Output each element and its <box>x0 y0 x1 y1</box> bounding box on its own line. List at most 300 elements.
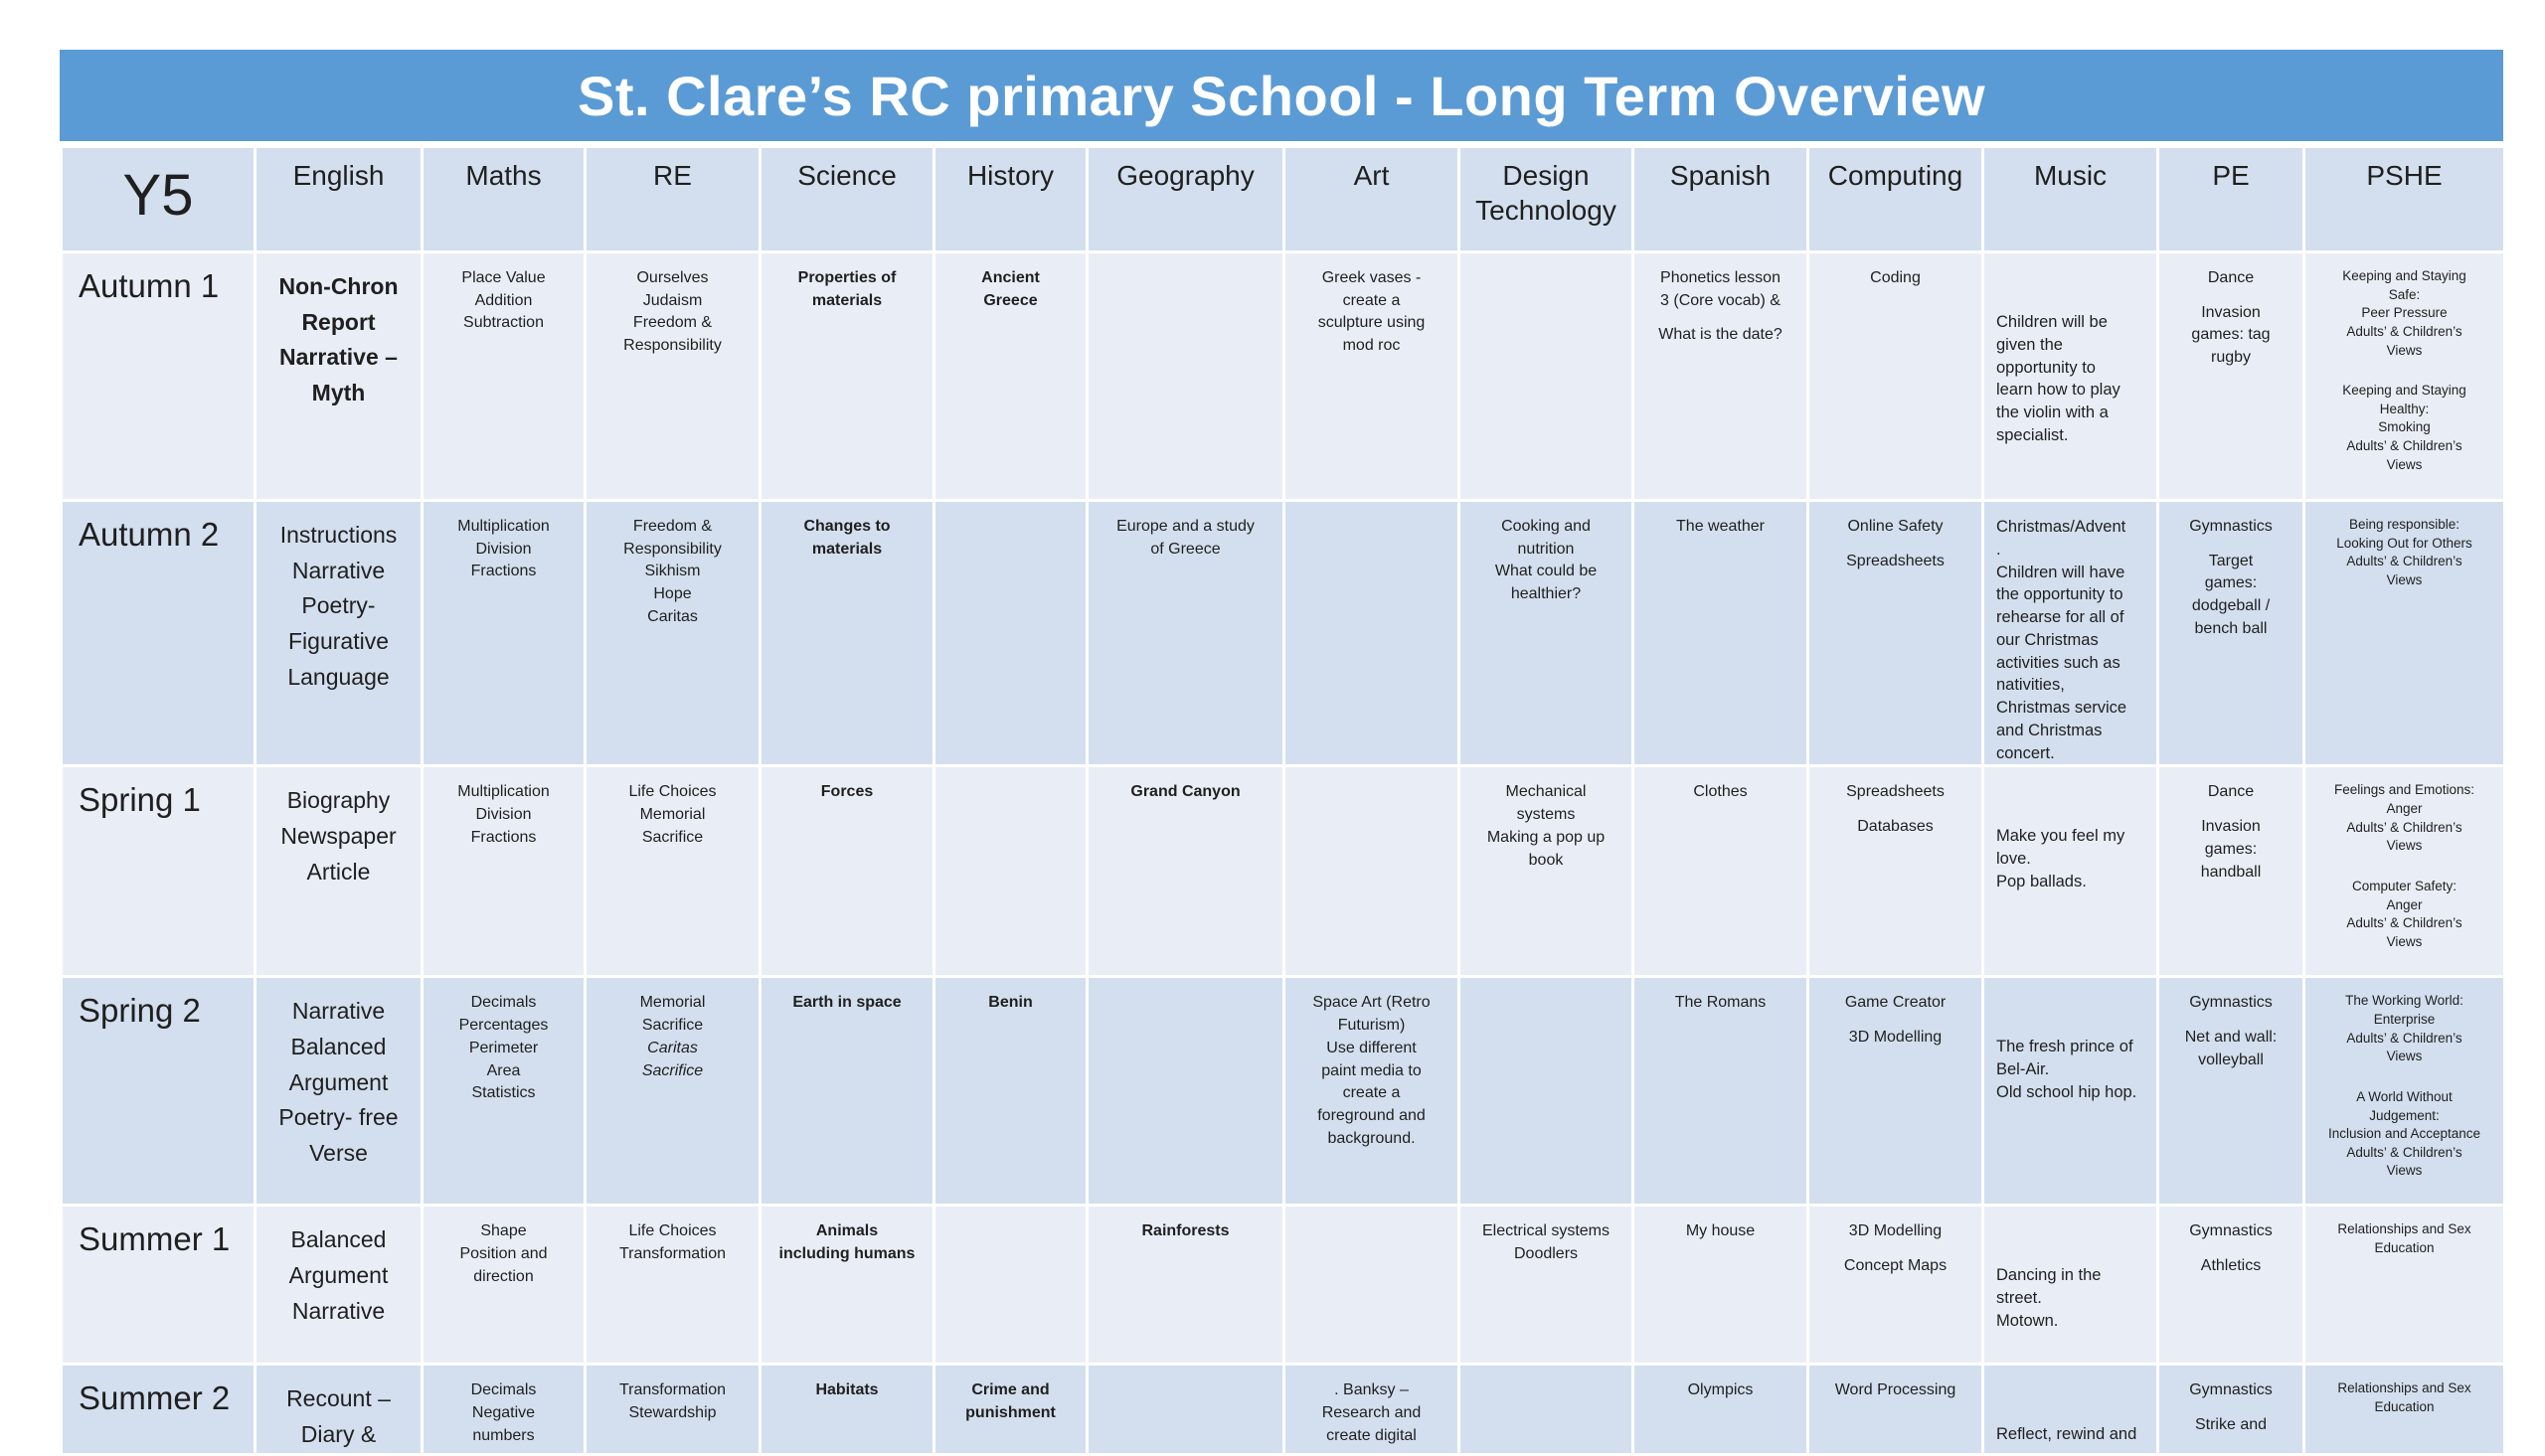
english-line: Narrative <box>291 1297 386 1324</box>
spacer <box>1996 992 2146 1014</box>
art-line: create digital <box>1326 1426 1417 1444</box>
spanish-cell <box>1633 1206 1808 1365</box>
pe-line: Target <box>2208 552 2254 569</box>
science-cell <box>761 1365 934 1454</box>
computing-line: 3D Modelling <box>1848 1222 1943 1240</box>
science-line: Properties of <box>797 269 897 286</box>
history-header: History <box>934 147 1088 252</box>
maths-line: Shape <box>480 1222 527 1240</box>
pshe-line: Looking Out for Others <box>2336 535 2472 551</box>
art-line: . Banksy – <box>1334 1381 1409 1399</box>
computing-line: 3D Modelling <box>1848 1029 1943 1047</box>
re-line: Sacrifice <box>641 828 704 846</box>
english-cell <box>255 977 423 1206</box>
pe-line: handball <box>2200 863 2262 881</box>
pshe-line: Anger <box>2386 896 2423 912</box>
maths-line: numbers <box>472 1426 535 1444</box>
pe-cell <box>2158 1206 2304 1365</box>
maths-line: Fractions <box>470 563 537 580</box>
spanish-line: 3 (Core vocab) & <box>1660 291 1781 309</box>
art-line: Futurism) <box>1337 1017 1406 1035</box>
spacer <box>1996 289 2146 311</box>
science-header: Science <box>761 147 934 252</box>
term-label: Autumn 1 <box>62 252 255 501</box>
music-line: love. <box>1996 850 2031 869</box>
term-label: Summer 1 <box>62 1206 255 1365</box>
art-cell <box>1284 1206 1459 1365</box>
pshe-line: Adults’ & Children’s <box>2346 915 2462 931</box>
english-line: Poetry- free <box>278 1104 399 1131</box>
english-line: Biography <box>286 787 391 814</box>
term-row <box>62 1365 2505 1454</box>
re-line: Responsibility <box>623 540 722 558</box>
geography-header: Geography <box>1088 147 1284 252</box>
pe-line: Invasion <box>2201 818 2261 836</box>
maths-line: Negative <box>471 1404 536 1422</box>
dt-line: What could be <box>1494 563 1598 580</box>
term-row <box>62 1206 2505 1365</box>
pshe-line: A World Without <box>2356 1088 2453 1104</box>
music-line: Make you feel my <box>1996 827 2125 846</box>
music-cell <box>1983 766 2158 977</box>
science-line: Changes to <box>803 518 891 535</box>
art-line: Greek vases - <box>1321 269 1422 286</box>
music-line: concert. <box>1996 743 2055 762</box>
pe-line: rugby <box>2210 349 2252 367</box>
history-line: Ancient <box>981 269 1040 286</box>
design-technology-cell <box>1459 501 1633 766</box>
english-line: Myth <box>311 379 366 405</box>
term-row <box>62 252 2505 501</box>
english-cell <box>255 1206 423 1365</box>
pshe-line: Adults’ & Children’s <box>2346 554 2462 569</box>
spanish-line: Phonetics lesson <box>1660 269 1781 286</box>
history-line: Crime and <box>971 1381 1050 1399</box>
re-line: Stewardship <box>628 1404 717 1422</box>
design-technology-cell <box>1459 766 1633 977</box>
music-line: specialist. <box>1996 425 2069 444</box>
spanish-line: Olympics <box>1687 1381 1754 1399</box>
computing-line: Word Processing <box>1834 1381 1956 1399</box>
overview-table <box>60 145 2506 1456</box>
maths-line: Percentages <box>458 1017 549 1035</box>
dt-line: healthier? <box>1510 585 1582 603</box>
pshe-line: Relationships and Sex <box>2337 1221 2471 1237</box>
re-line: Freedom & <box>632 518 713 535</box>
design-technology-cell <box>1459 1365 1633 1454</box>
spacer <box>1996 803 2146 825</box>
re-cell <box>586 977 761 1206</box>
art-line: foreground and <box>1317 1107 1426 1125</box>
maths-line: Position and <box>459 1245 548 1263</box>
pe-cell <box>2158 501 2304 766</box>
re-line: Judaism <box>642 291 703 309</box>
pshe-line: Views <box>2386 933 2423 949</box>
spacer <box>1996 1242 2146 1264</box>
pe-line: volleyball <box>2198 1051 2264 1068</box>
pe-line: Invasion <box>2201 303 2261 321</box>
music-line: our Christmas <box>1996 630 2099 649</box>
art-line: Space Art (Retro <box>1312 994 1431 1012</box>
pe-line: Strike and <box>2194 1416 2268 1434</box>
maths-line: direction <box>473 1267 534 1285</box>
pe-cell <box>2158 766 2304 977</box>
spacer <box>1996 1379 2146 1401</box>
art-line: Research and <box>1321 1404 1422 1422</box>
maths-line: Division <box>475 806 532 824</box>
maths-line: Area <box>486 1061 521 1079</box>
pshe-cell <box>2304 977 2505 1206</box>
music-cell <box>1983 1365 2158 1454</box>
art-line: sculpture using <box>1317 314 1426 332</box>
music-line: nativities, <box>1996 676 2065 695</box>
science-line: Earth in space <box>792 994 902 1012</box>
english-line: Balanced <box>290 1034 387 1060</box>
design-technology-cell <box>1459 1206 1633 1365</box>
music-cell <box>1983 1206 2158 1365</box>
computing-header: Computing <box>1808 147 1983 252</box>
maths-line: Fractions <box>470 828 537 846</box>
dt-line: systems <box>1516 806 1576 824</box>
spanish-cell <box>1633 977 1808 1206</box>
computing-line: Coding <box>1870 269 1921 286</box>
english-header: English <box>255 147 423 252</box>
history-cell <box>934 1365 1088 1454</box>
pshe-line: Feelings and Emotions: <box>2333 782 2475 798</box>
re-line: Sacrifice <box>641 1017 704 1035</box>
geography-cell <box>1088 977 1284 1206</box>
music-line: Bel-Air. <box>1996 1060 2050 1079</box>
maths-cell <box>423 1206 586 1365</box>
dt-line: Mechanical <box>1505 783 1587 801</box>
pshe-line: Anger <box>2386 801 2423 817</box>
pe-line: games: tag <box>2191 326 2271 344</box>
music-line: . <box>1996 540 2001 559</box>
re-cell <box>586 501 761 766</box>
music-cell <box>1983 501 2158 766</box>
maths-line: Multiplication <box>457 518 550 535</box>
pshe-line: Relationships and Sex <box>2337 1380 2471 1396</box>
spanish-cell <box>1633 766 1808 977</box>
english-line: Recount – <box>286 1385 391 1412</box>
spacer <box>1817 804 1973 816</box>
computing-cell <box>1808 252 1983 501</box>
spacer <box>1996 267 2146 289</box>
pe-line: Dance <box>2207 269 2255 286</box>
term-row <box>62 977 2505 1206</box>
re-header: RE <box>586 147 761 252</box>
re-line: Memorial <box>639 806 706 824</box>
pshe-line: Views <box>2386 456 2423 472</box>
dt-line: Doodlers <box>1513 1245 1579 1263</box>
re-cell <box>586 1206 761 1365</box>
spacer <box>1996 781 2146 803</box>
maths-line: Perimeter <box>468 1039 539 1056</box>
pshe-line: Computer Safety: <box>2351 878 2458 893</box>
music-line: Children will have <box>1996 563 2125 581</box>
pshe-line: Education <box>2374 1399 2435 1415</box>
computing-line: Online Safety <box>1847 518 1944 535</box>
pe-cell <box>2158 977 2304 1206</box>
pshe-line: The Working World: <box>2345 993 2463 1009</box>
english-line: Non-Chron <box>278 273 399 299</box>
art-cell <box>1284 766 1459 977</box>
dt-line: book <box>1528 851 1564 869</box>
geography-cell <box>1088 501 1284 766</box>
english-cell <box>255 252 423 501</box>
science-cell <box>761 977 934 1206</box>
pshe-line: Adults’ & Children’s <box>2346 1144 2462 1160</box>
art-line: Use different <box>1326 1039 1417 1056</box>
dt-line: nutrition <box>1517 540 1575 558</box>
english-line: Diary & <box>300 1421 377 1448</box>
maths-line: Statistics <box>471 1084 536 1102</box>
pe-line: Net and wall: <box>2184 1029 2278 1047</box>
spacer <box>1642 312 1798 324</box>
music-line: opportunity to <box>1996 358 2096 377</box>
maths-line: Subtraction <box>463 314 544 332</box>
history-cell <box>934 252 1088 501</box>
music-cell <box>1983 252 2158 501</box>
maths-cell <box>423 252 586 501</box>
english-line: Language <box>287 663 390 690</box>
english-line: Balanced <box>290 1226 387 1253</box>
spanish-line: The Romans <box>1674 994 1767 1012</box>
overview-body <box>62 252 2505 1455</box>
pshe-cell <box>2304 501 2505 766</box>
english-line: Argument <box>288 1068 389 1095</box>
pshe-cell <box>2304 766 2505 977</box>
term-label: Spring 1 <box>62 766 255 977</box>
pshe-line: Adults’ & Children’s <box>2346 819 2462 835</box>
dt-line: Making a pop up <box>1486 828 1606 846</box>
pshe-line: Adults’ & Children’s <box>2346 1030 2462 1046</box>
english-line: Poetry- <box>301 592 376 619</box>
computing-line: Concept Maps <box>1843 1257 1948 1275</box>
pshe-cell <box>2304 1365 2505 1454</box>
maths-header: Maths <box>423 147 586 252</box>
pe-header: PE <box>2158 147 2304 252</box>
re-cell <box>586 766 761 977</box>
pshe-line: Enterprise <box>2373 1012 2436 1028</box>
music-line: the violin with a <box>1996 404 2109 422</box>
computing-line: Game Creator <box>1844 994 1947 1012</box>
history-line: punishment <box>965 1404 1056 1422</box>
pshe-line: Adults’ & Children’s <box>2346 323 2462 339</box>
science-cell <box>761 1206 934 1365</box>
spacer <box>1996 1220 2146 1242</box>
re-cell <box>586 1365 761 1454</box>
pe-line: bench ball <box>2194 619 2268 637</box>
spanish-line: What is the date? <box>1658 326 1782 344</box>
computing-line: Databases <box>1857 818 1934 836</box>
pshe-line: Peer Pressure <box>2361 305 2448 321</box>
science-line: including humans <box>778 1245 916 1263</box>
computing-cell <box>1808 1206 1983 1365</box>
re-line: Transformation <box>619 1245 726 1263</box>
re-line: Sikhism <box>644 563 701 580</box>
music-line: and Christmas <box>1996 721 2103 739</box>
pshe-line: Keeping and Staying <box>2342 383 2466 399</box>
art-cell <box>1284 1365 1459 1454</box>
english-line: Report <box>301 308 376 335</box>
geography-line: Grand Canyon <box>1130 783 1241 801</box>
spacer <box>2167 539 2294 551</box>
pe-line: Gymnastics <box>2189 1222 2273 1240</box>
re-line: Life Choices <box>628 1222 717 1240</box>
history-line: Greece <box>983 291 1038 309</box>
spanish-header: Spanish <box>1633 147 1808 252</box>
history-line: Benin <box>988 994 1033 1012</box>
year-header: Y5 <box>62 147 255 252</box>
pshe-line: Healthy: <box>2379 401 2430 416</box>
design-technology-cell <box>1459 252 1633 501</box>
maths-line: Decimals <box>470 994 537 1012</box>
english-line: Figurative <box>288 627 389 654</box>
music-line: Dancing in the <box>1996 1266 2102 1285</box>
geography-cell <box>1088 1365 1284 1454</box>
maths-line: Multiplication <box>457 783 550 801</box>
maths-cell <box>423 1365 586 1454</box>
pshe-line: Views <box>2386 342 2423 358</box>
re-line: Life Choices <box>628 783 717 801</box>
spacer <box>2167 804 2294 816</box>
music-line: Old school hip hop. <box>1996 1082 2137 1101</box>
re-line: Freedom & <box>632 314 713 332</box>
spanish-line: The weather <box>1676 518 1765 535</box>
pshe-line: Adults’ & Children’s <box>2346 438 2462 453</box>
maths-line: Decimals <box>470 1381 537 1399</box>
spacer <box>1996 1401 2146 1423</box>
geography-line: Rainforests <box>1141 1222 1230 1240</box>
history-cell <box>934 977 1088 1206</box>
science-line: Habitats <box>815 1381 879 1399</box>
english-cell <box>255 1365 423 1454</box>
music-line: activities such as <box>1996 653 2121 672</box>
science-line: Animals <box>815 1222 879 1240</box>
music-line: The fresh prince of <box>1996 1038 2133 1056</box>
pshe-line: Safe: <box>2388 286 2421 302</box>
pshe-line: Views <box>2386 1163 2423 1179</box>
computing-cell <box>1808 501 1983 766</box>
pshe-line: Keeping and Staying <box>2342 268 2466 283</box>
pshe-line: Views <box>2386 838 2423 854</box>
english-cell <box>255 766 423 977</box>
spacer <box>2167 1015 2294 1027</box>
re-line: Ourselves <box>636 269 709 286</box>
pe-line: games: <box>2204 574 2258 592</box>
english-line: Verse <box>309 1139 368 1166</box>
science-line: materials <box>811 291 883 309</box>
music-header: Music <box>1983 147 2158 252</box>
maths-cell <box>423 501 586 766</box>
spacer <box>2167 1243 2294 1255</box>
pe-line: games: <box>2204 840 2258 858</box>
computing-cell <box>1808 766 1983 977</box>
science-line: materials <box>811 540 883 558</box>
pshe-line: Being responsible: <box>2348 517 2460 532</box>
spanish-cell <box>1633 501 1808 766</box>
spacer <box>1817 1243 1973 1255</box>
art-line: create a <box>1342 1084 1401 1102</box>
pe-line: Gymnastics <box>2189 518 2273 535</box>
spanish-cell <box>1633 1365 1808 1454</box>
maths-cell <box>423 977 586 1206</box>
term-label: Autumn 2 <box>62 501 255 766</box>
music-cell <box>1983 977 2158 1206</box>
pe-line: Gymnastics <box>2189 1381 2273 1399</box>
spacer <box>1817 1015 1973 1027</box>
art-cell <box>1284 977 1459 1206</box>
music-line: learn how to play <box>1996 381 2121 400</box>
english-line: Narrative – <box>279 344 398 371</box>
term-label: Spring 2 <box>62 977 255 1206</box>
art-line: paint media to <box>1321 1061 1422 1079</box>
spanish-cell <box>1633 252 1808 501</box>
art-line: background. <box>1327 1129 1416 1147</box>
re-line: Sacrifice <box>641 1061 704 1079</box>
english-line: Instructions <box>279 522 398 548</box>
science-cell <box>761 766 934 977</box>
music-line: Children will be <box>1996 313 2108 331</box>
music-line: Christmas service <box>1996 699 2127 718</box>
english-line: Narrative <box>291 998 386 1025</box>
re-line: Hope <box>653 585 692 603</box>
pe-line: Dance <box>2207 783 2255 801</box>
pe-cell <box>2158 1365 2304 1454</box>
english-line: Argument <box>288 1262 389 1289</box>
pshe-cell <box>2304 1206 2505 1365</box>
art-cell <box>1284 501 1459 766</box>
geography-cell <box>1088 252 1284 501</box>
pshe-line: Views <box>2386 571 2423 587</box>
pshe-line: Inclusion and Acceptance <box>2327 1126 2481 1142</box>
english-line: Newspaper <box>280 823 397 850</box>
science-cell <box>761 252 934 501</box>
spacer <box>2167 290 2294 302</box>
maths-line: Addition <box>474 291 533 309</box>
re-line: Responsibility <box>623 337 722 355</box>
spacer <box>2167 1402 2294 1414</box>
english-line: Article <box>306 858 371 885</box>
maths-cell <box>423 766 586 977</box>
pshe-line: Education <box>2374 1240 2435 1256</box>
term-label: Summer 2 <box>62 1365 255 1454</box>
pshe-cell <box>2304 252 2505 501</box>
music-line: given the <box>1996 335 2063 354</box>
spacer <box>1996 1014 2146 1036</box>
maths-line: Division <box>475 540 532 558</box>
dt-line: Cooking and <box>1501 518 1591 535</box>
music-line: Reflect, rewind and <box>1996 1425 2137 1444</box>
music-line: the opportunity to <box>1996 585 2123 604</box>
english-cell <box>255 501 423 766</box>
music-line: Christmas/Advent <box>1996 518 2126 536</box>
computing-line: Spreadsheets <box>1846 552 1945 569</box>
science-cell <box>761 501 934 766</box>
re-line: Caritas <box>647 1039 698 1056</box>
pshe-line: Views <box>2386 1049 2423 1064</box>
pe-line: Gymnastics <box>2189 994 2273 1012</box>
computing-line: Spreadsheets <box>1846 783 1945 801</box>
geography-cell <box>1088 766 1284 977</box>
art-header: Art <box>1284 147 1459 252</box>
dt-header-line: Design <box>1502 160 1590 191</box>
dt-header-line: Technology <box>1475 195 1616 226</box>
spacer <box>2313 360 2495 382</box>
music-line: street. <box>1996 1289 2042 1308</box>
pshe-header: PSHE <box>2304 147 2505 252</box>
